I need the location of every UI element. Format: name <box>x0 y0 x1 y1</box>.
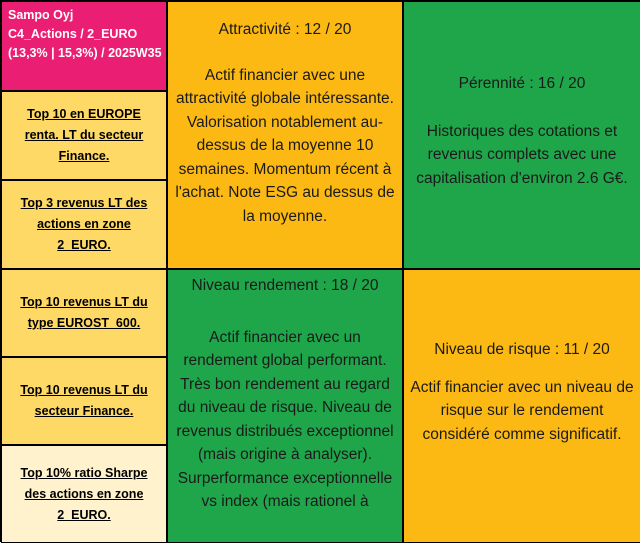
badge-text: Top 10% ratio Sharpe des actions en zone 2_EURO. <box>20 465 148 522</box>
asset-category: C4_Actions / 2_EURO <box>8 27 138 41</box>
perennite-title: Pérennité : 16 / 20 <box>458 75 586 92</box>
rendement-text: Actif financier avec un rendement global performant. Très bon rendement au regard du niveau de risque. Niveau de revenus distribués exceptionnel (mais origine à analyser). Surperformance exceptionnelle vs index (mais rationel à <box>176 328 394 510</box>
attractivite-text: Actif financier avec une attractivité globale intéressante. Valorisation notablement au-dessus de la moyenne 10 semaines. Momentum récent à l'achat. Note ESG au dessus de la moyenne. <box>175 66 395 225</box>
perennite-text: Historiques des cotations et revenus complets avec une capitalisation d'environ 2.6 G€. <box>416 122 628 187</box>
company-name: Sampo Oyj <box>8 8 74 22</box>
badge-text: Top 10 revenus LT du secteur Finance. <box>20 383 148 418</box>
rendement-title: Niveau rendement : 18 / 20 <box>191 277 379 294</box>
badge-europe-finance <box>1 91 167 180</box>
risque-title: Niveau de risque : 11 / 20 <box>434 341 610 358</box>
asset-header <box>1 1 167 91</box>
asset-metrics: (13,3% | 15,3%) / 2025W35 <box>8 46 162 60</box>
badge-text: Top 10 en EUROPE renta. LT du secteur Finance. <box>24 107 144 163</box>
rendement-panel <box>167 269 403 543</box>
badge-sharpe <box>1 445 167 543</box>
badge-zone-euro <box>1 180 167 269</box>
perennite-panel <box>403 1 640 269</box>
badge-text: Top 3 revenus LT des actions en zone 2_EURO. <box>20 196 148 252</box>
badge-text: Top 10 revenus LT du type EUROST_600. <box>20 295 148 330</box>
attractivite-title: Attractivité : 12 / 20 <box>218 21 352 38</box>
badge-eurost600 <box>1 269 167 357</box>
risque-panel <box>403 269 640 543</box>
attractivite-panel <box>167 1 403 269</box>
badge-secteur-finance <box>1 357 167 445</box>
risque-text: Actif financier avec un niveau de risque sur le rendement considéré comme significatif. <box>410 378 634 443</box>
